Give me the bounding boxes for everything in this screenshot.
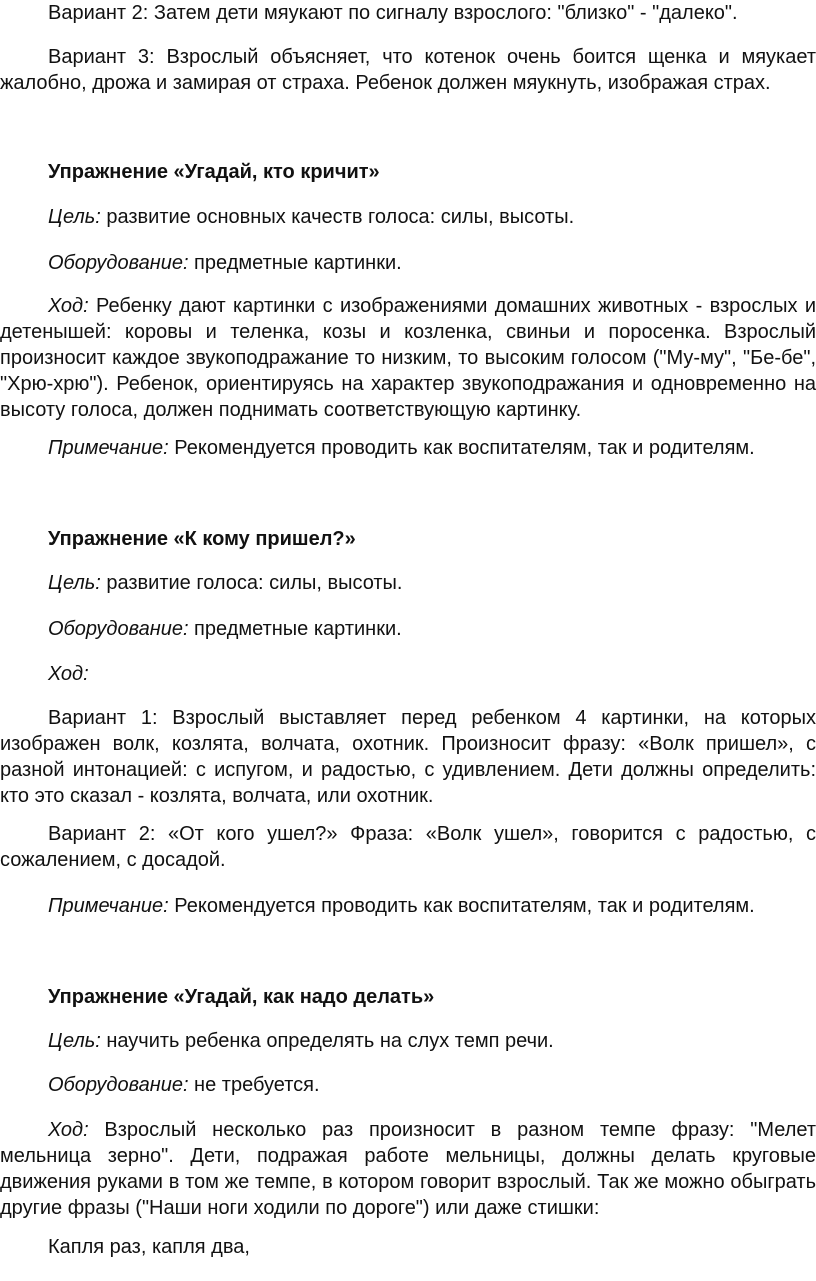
exercise3-goal-text: научить ребенка определять на слух темп речи. xyxy=(100,1030,554,1052)
intro-variant3: Вариант 3: Взрослый объясняет, что котенок очень боится щенка и мяукает жалобно, дрожа и замирая от страха. Ребенок должен мяукнуть, изображая страх. xyxy=(0,46,816,94)
exercise3-title: Упражнение «Угадай, как надо делать» xyxy=(48,986,435,1008)
exercise2-goal-text: развитие голоса: силы, высоты. xyxy=(100,572,403,594)
exercise2-equipment xyxy=(0,616,816,642)
exercise3-equipment xyxy=(0,1072,816,1098)
exercise3-equipment-text: не требуется. xyxy=(188,1074,320,1096)
exercise2-variant1: Вариант 1: Взрослый выставляет перед ребенком 4 картинки, на которых изображен волк, козлята, волчата, охотник. Произносит фразу: «Волк пришел», с разной интонацией: с испугом, и радостью, с удивлением. Дети должны определить: кто это сказал - козлята, волчата, или охотник. xyxy=(0,707,816,807)
exercise3-procedure-label: Ход: xyxy=(48,1119,89,1141)
exercise2-note-text: Рекомендуется проводить как воспитателям, так и родителям. xyxy=(168,895,755,917)
exercise3-goal-label: Цель: xyxy=(48,1030,101,1052)
exercise1-procedure xyxy=(0,293,816,423)
exercise2-procedure xyxy=(0,661,816,687)
exercise1-title: Упражнение «Угадай, кто кричит» xyxy=(48,161,380,183)
exercise2-note-label: Примечание: xyxy=(48,895,169,917)
exercise2-goal-label: Цель: xyxy=(48,572,101,594)
exercise2-equipment-text: предметные картинки. xyxy=(188,618,402,640)
exercise3-goal xyxy=(0,1028,816,1054)
exercise1-equipment-text: предметные картинки. xyxy=(188,252,402,274)
exercise3-procedure-text: Взрослый несколько раз произносит в разном темпе фразу: "Мелет мельница зерно". Дети, подражая работе мельницы, должны делать круговые движения руками в том же темпе, в котором говорит взрослый. Так же можно обыграть другие фразы ("Наши ноги ходили по дороге") или даже стишки: xyxy=(0,1119,816,1219)
exercise2-variant2: Вариант 2: «От кого ушел?» Фраза: «Волк ушел», говорится с радостью, с сожалением, с досадой. xyxy=(0,823,816,871)
exercise1-note-label: Примечание: xyxy=(48,437,169,459)
exercise1-procedure-label: Ход: xyxy=(48,295,89,317)
exercise2-goal xyxy=(0,570,816,596)
exercise1-note xyxy=(0,435,816,461)
exercise2-procedure-label: Ход: xyxy=(48,663,89,685)
exercise1-note-text: Рекомендуется проводить как воспитателям, так и родителям. xyxy=(168,437,755,459)
exercise1-goal xyxy=(0,204,816,230)
exercise1-goal-text: развитие основных качеств голоса: силы, высоты. xyxy=(100,206,575,228)
exercise2-equipment-label: Оборудование: xyxy=(48,618,189,640)
exercise3-procedure xyxy=(0,1117,816,1221)
exercise3-equipment-label: Оборудование: xyxy=(48,1074,189,1096)
exercise1-equipment-label: Оборудование: xyxy=(48,252,189,274)
exercise1-procedure-text: Ребенку дают картинки с изображениями домашних животных - взрослых и детенышей: коровы и теленка, козы и козленка, свиньи и поросенка. Взрослый произносит каждое звукоподражание то низким, то высоким голосом ("Му-му", "Бе-бе", "Хрю-хрю"). Ребенок, ориентируясь на характер звукоподражания и одновременно на высоту голоса, должен поднимать соответствующую картинку. xyxy=(0,295,816,421)
exercise3-poem-line1: Капля раз, капля два, xyxy=(48,1236,250,1258)
exercise1-equipment xyxy=(0,250,816,276)
intro-variant2: Вариант 2: Затем дети мяукают по сигналу взрослого: "близко" - "далеко". xyxy=(48,2,738,24)
exercise2-title: Упражнение «К кому пришел?» xyxy=(48,528,356,550)
exercise1-goal-label: Цель: xyxy=(48,206,101,228)
exercise2-note xyxy=(0,893,816,919)
